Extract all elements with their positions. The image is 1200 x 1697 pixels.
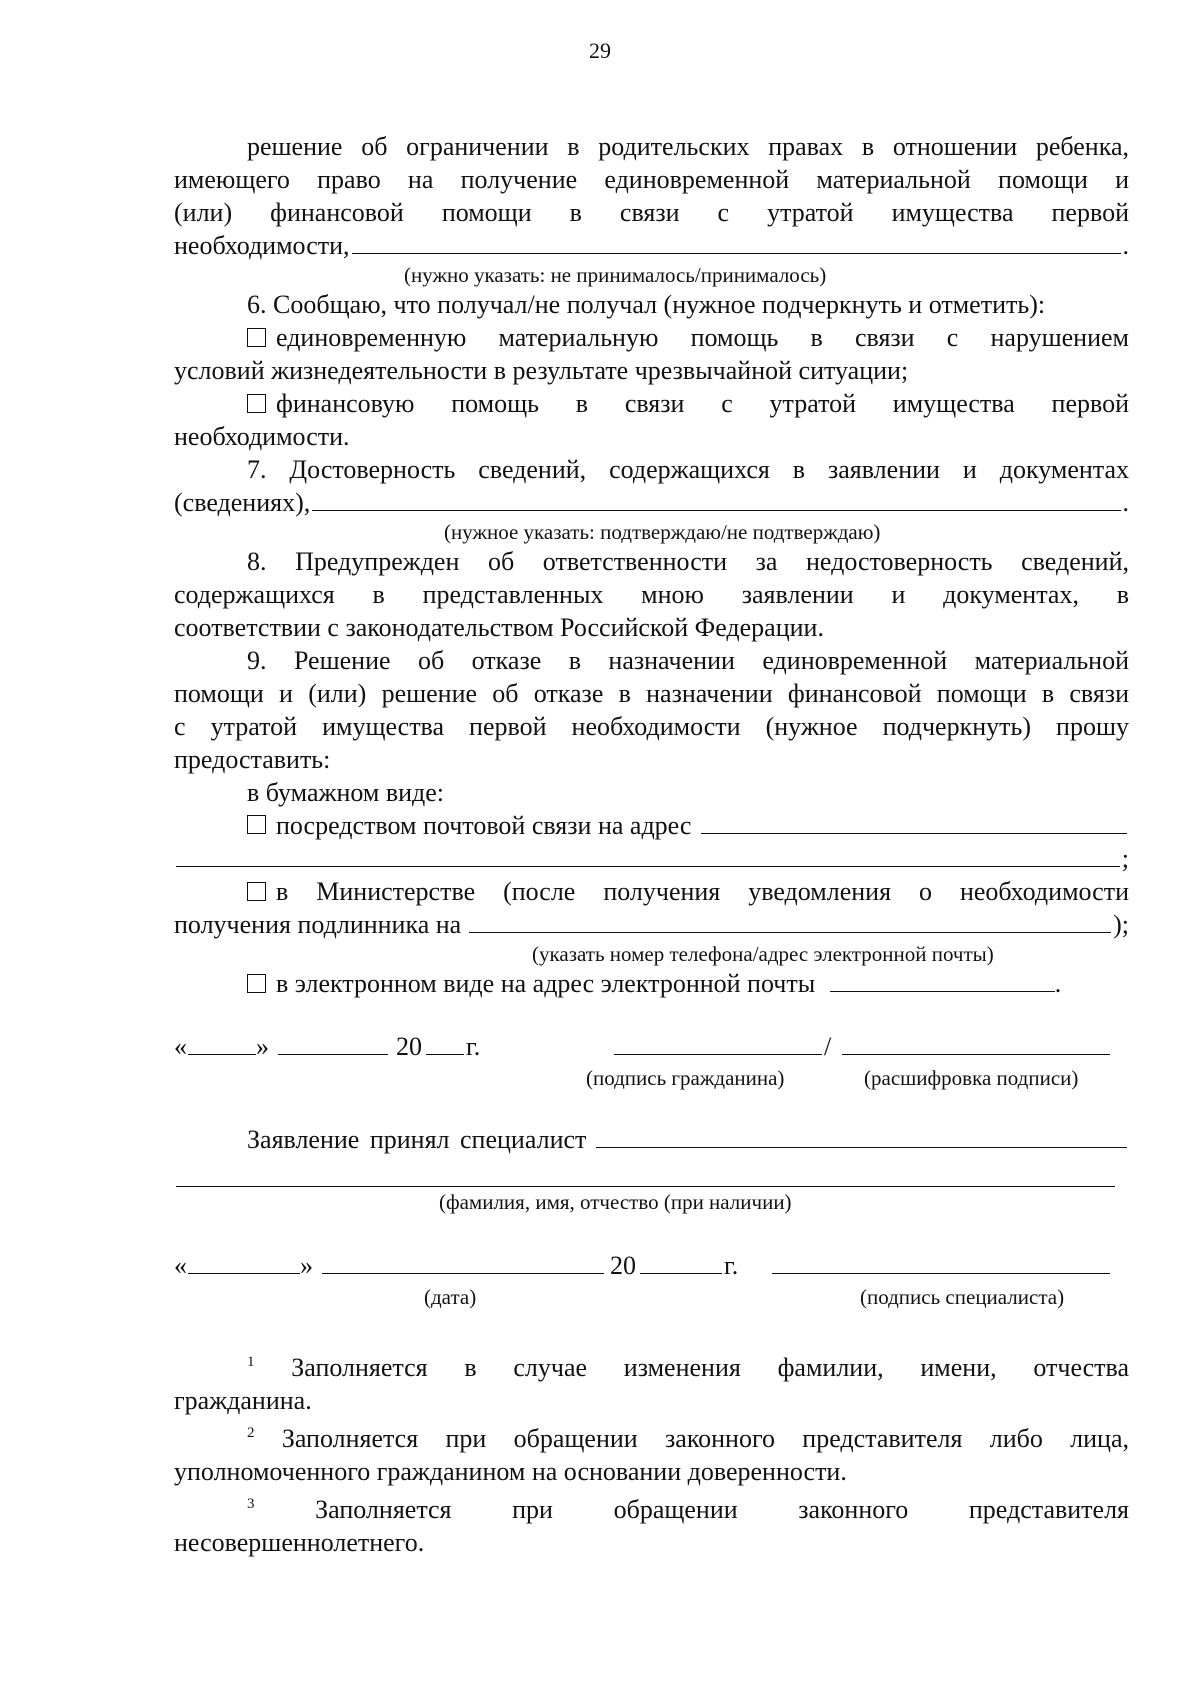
specialist-row xyxy=(174,1123,1129,1156)
paragraph-line: имеющего право на получение единовременной материальной помощи и xyxy=(174,165,1129,194)
year-prefix: 20 xyxy=(610,1251,636,1280)
field-hint: (указать номер телефона/адрес электронной почты) xyxy=(532,942,994,966)
year-suffix: г. xyxy=(466,1032,481,1061)
restriction-answer-field[interactable] xyxy=(352,229,1121,254)
option-label: единовременную материальную помощь в связи с нарушением xyxy=(276,323,1129,352)
paragraph-line: получения подлинника на xyxy=(174,910,462,939)
footnote-mark: 3 xyxy=(247,1496,255,1512)
day-field[interactable] xyxy=(188,1030,256,1055)
citizen-signature-row xyxy=(174,1030,1129,1063)
ministry-field-row: получения подлинника на ); xyxy=(174,910,1129,939)
citizen-signature-field[interactable] xyxy=(614,1030,822,1055)
specialist-date-row xyxy=(174,1249,1129,1282)
checkbox-financial-aid[interactable] xyxy=(247,394,266,413)
field-hint: (дата) xyxy=(424,1285,477,1309)
option-label: в электронном виде на адрес электронной почты xyxy=(276,969,816,998)
paragraph-line: содержащихся в представленных мною заявлении и документах, в xyxy=(174,580,1129,609)
field-hint: (фамилия, имя, отчество (при наличии) xyxy=(439,1190,792,1214)
paragraph-line: необходимости, xyxy=(174,231,350,260)
specialist-name-row2 xyxy=(174,1162,1117,1187)
footnote xyxy=(174,1417,1129,1455)
day-field[interactable] xyxy=(188,1249,300,1274)
specialist-name-field-line2[interactable] xyxy=(176,1162,1115,1187)
paragraph-line: необходимости. xyxy=(174,422,350,451)
option-label: в Министерстве (после получения уведомления о необходимости xyxy=(276,877,1129,906)
footnote-text: Заполняется при обращении законного представителя либо лица, xyxy=(281,1424,1129,1453)
checkbox-email[interactable] xyxy=(247,974,266,993)
checkbox-ministry[interactable] xyxy=(247,882,266,901)
field-hint: (расшифровка подписи) xyxy=(864,1066,1079,1090)
footnote-text: Заполняется в случае изменения фамилии, имени, отчества xyxy=(291,1353,1130,1382)
page-number: 29 xyxy=(589,38,611,63)
month-field[interactable] xyxy=(278,1030,388,1055)
paragraph-line: с утратой имущества первой необходимости (нужное подчеркнуть) прошу xyxy=(174,712,1129,741)
open-quote: « xyxy=(174,1032,187,1061)
ministry-contact-field[interactable] xyxy=(469,908,1111,933)
item6-intro: 6. Сообщаю, что получал/не получал (нужное подчеркнуть и отметить): xyxy=(247,290,1046,319)
paragraph-line: 8. Предупрежден об ответственности за недостоверность сведений, xyxy=(247,547,1129,576)
email-option-row: в электронном виде на адрес электронной почты . xyxy=(174,967,1129,1000)
paragraph-line: (или) финансовой помощи в связи с утратой имущества первой xyxy=(174,198,1129,227)
footnote-text: уполномоченного гражданином на основании доверенности. xyxy=(174,1457,847,1486)
slash: / xyxy=(824,1032,832,1061)
citizen-signature-hints xyxy=(174,1063,1129,1093)
paper-form-label: в бумажном виде: xyxy=(247,778,445,807)
ministry-option-row xyxy=(174,875,1129,908)
item6-option1 xyxy=(174,321,1129,354)
paragraph-line: 9. Решение об отказе в назначении единовременной материальной xyxy=(247,646,1129,675)
field-hint: (подпись гражданина) xyxy=(586,1066,785,1090)
paragraph-line: условий жизнедеятельности в результате чрезвычайной ситуации; xyxy=(174,356,909,385)
open-quote: « xyxy=(174,1251,187,1280)
year-suffix: г. xyxy=(724,1251,739,1280)
footnote xyxy=(174,1488,1129,1526)
email-address-field[interactable] xyxy=(830,967,1055,992)
mail-option-row xyxy=(174,809,1129,842)
footnotes xyxy=(174,1346,1129,1559)
month-field[interactable] xyxy=(322,1249,604,1274)
footnote-text: Заполняется при обращении законного представителя xyxy=(315,1495,1130,1524)
footnote-text: гражданина. xyxy=(174,1386,312,1415)
restriction-field-row: необходимости, . xyxy=(174,231,1129,260)
paragraph-line: решение об ограничении в родительских правах в отношении ребенка, xyxy=(247,132,1129,161)
specialist-hints xyxy=(174,1282,1129,1312)
paragraph-line: помощи и (или) решение об отказе в назначении финансовой помощи в связи xyxy=(174,679,1129,708)
footnote-mark: 1 xyxy=(247,1354,255,1370)
footnote-text: несовершеннолетнего. xyxy=(174,1528,425,1557)
item6-option2 xyxy=(174,387,1129,420)
year-field[interactable] xyxy=(640,1249,722,1274)
checkbox-one-time-aid[interactable] xyxy=(247,328,266,347)
paragraph-line: 7. Достоверность сведений, содержащихся в заявлении и документах xyxy=(247,455,1129,484)
specialist-signature-field[interactable] xyxy=(772,1249,1110,1274)
option-label: финансовую помощь в связи с утратой имущества первой xyxy=(276,389,1129,418)
paragraph-line: соответствии с законодательством Российской Федерации. xyxy=(174,613,824,642)
postal-address-field-line2[interactable] xyxy=(176,842,1120,867)
option-label: посредством почтовой связи на адрес xyxy=(276,811,692,840)
footnote xyxy=(174,1346,1129,1384)
year-field[interactable] xyxy=(426,1030,464,1055)
document-body xyxy=(174,130,1129,1559)
item7-field-row: (сведениях), . xyxy=(174,488,1129,517)
specialist-label: Заявление принял специалист xyxy=(247,1125,587,1154)
field-hint: (нужно указать: не принималось/принималось) xyxy=(404,263,827,287)
mail-address-row2: ; xyxy=(174,842,1129,875)
field-hint: (нужное указать: подтверждаю/не подтверждаю) xyxy=(444,520,881,544)
specialist-name-field[interactable] xyxy=(596,1123,1127,1148)
signature-decoding-field[interactable] xyxy=(842,1030,1110,1055)
year-prefix: 20 xyxy=(396,1032,422,1061)
close-quote: » xyxy=(256,1032,269,1061)
footnote-mark: 2 xyxy=(247,1425,255,1441)
paragraph-line: предоставить: xyxy=(174,745,331,774)
paragraph-line: (сведениях), xyxy=(174,488,311,517)
field-hint: (подпись специалиста) xyxy=(860,1285,1065,1309)
checkbox-postal[interactable] xyxy=(247,815,266,834)
reliability-answer-field[interactable] xyxy=(312,486,1120,511)
close-quote: » xyxy=(300,1251,313,1280)
postal-address-field[interactable] xyxy=(701,809,1127,834)
